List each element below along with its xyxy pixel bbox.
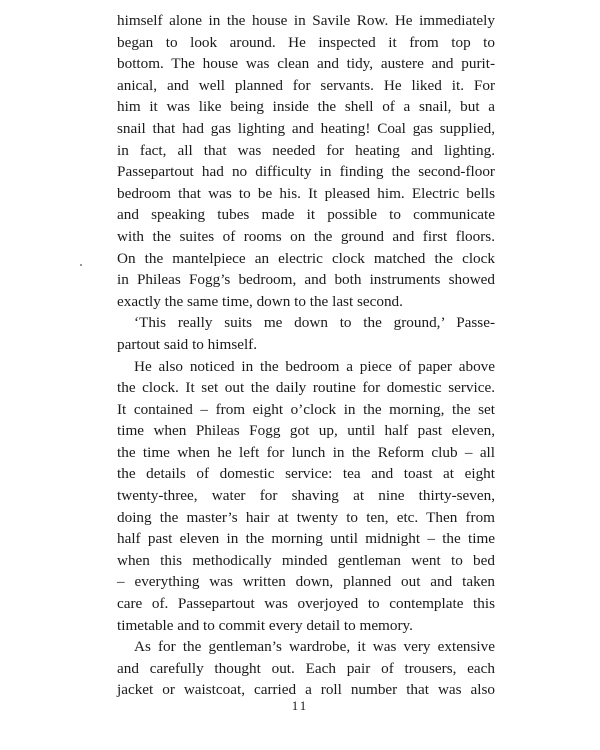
- text-line: care of. Passepartout was overjoyed to contemplate this: [117, 595, 495, 613]
- text-line: and carefully thought out. Each pair of trousers, each: [117, 659, 495, 677]
- text-line: began to look around. He inspected it from top to: [117, 33, 495, 51]
- text-line: bottom. The house was clean and tidy, austere and purit-: [117, 55, 495, 73]
- text-line: exactly the same time, down to the last second.: [117, 292, 403, 310]
- text-line: bedroom that was to be his. It pleased him. Electric bells: [117, 184, 495, 202]
- body-text: [117, 10, 495, 701]
- text-line: Passepartout had no difficulty in finding the second-floor: [117, 163, 495, 181]
- text-line: snail that had gas lighting and heating! Coal gas supplied,: [117, 119, 495, 137]
- text-line: when this methodically minded gentleman went to bed: [117, 551, 495, 569]
- text-line: On the mantelpiece an electric clock matched the clock: [117, 249, 495, 267]
- text-line: twenty-three, water for shaving at nine thirty-seven,: [117, 487, 495, 505]
- text-line: him it was like being inside the shell of a snail, but a: [117, 98, 495, 116]
- text-line: the clock. It set out the daily routine for domestic service.: [117, 379, 495, 397]
- text-line: jacket or waistcoat, carried a roll number that was also: [117, 681, 495, 699]
- text-line: doing the master’s hair at twenty to ten, etc. Then from: [117, 508, 495, 526]
- text-line: It contained – from eight o’clock in the morning, the set: [117, 400, 495, 418]
- text-line: with the suites of rooms on the ground and first floors.: [117, 227, 495, 245]
- page-number: 11: [291, 698, 309, 713]
- text-line: As for the gentleman’s wardrobe, it was very extensive: [134, 638, 495, 656]
- text-line: ‘This really suits me down to the ground,’ Passe-: [134, 314, 495, 332]
- text-line: and speaking tubes made it possible to communicate: [117, 206, 495, 224]
- text-line: the time when he left for lunch in the Reform club – all: [117, 443, 495, 461]
- text-line: – everything was written down, planned out and taken: [117, 573, 495, 591]
- text-line: half past eleven in the morning until midnight – the time: [117, 530, 495, 548]
- text-line: He also noticed in the bedroom a piece of paper above: [134, 357, 495, 375]
- text-line: himself alone in the house in Savile Row. He immediately: [117, 12, 495, 29]
- text-line: timetable and to commit every detail to memory.: [117, 616, 413, 634]
- text-line: in fact, all that was needed for heating and lighting.: [117, 141, 495, 159]
- margin-speck: [80, 264, 82, 266]
- text-line: time when Phileas Fogg got up, until half past eleven,: [117, 422, 495, 440]
- text-line: anical, and well planned for servants. He liked it. For: [117, 76, 495, 94]
- text-line: the details of domestic service: tea and toast at eight: [117, 465, 495, 483]
- text-line: partout said to himself.: [117, 335, 258, 353]
- text-line: in Phileas Fogg’s bedroom, and both instruments showed: [117, 271, 495, 289]
